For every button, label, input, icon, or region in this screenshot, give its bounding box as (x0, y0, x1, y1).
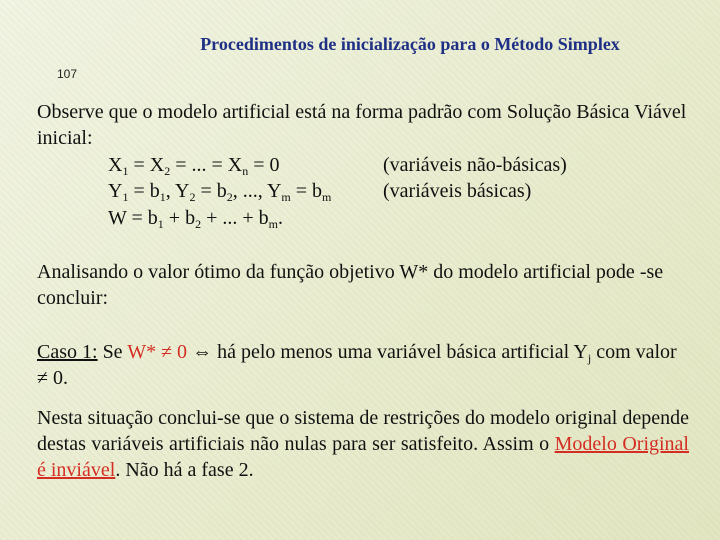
conclusion-paragraph: Nesta situação conclui-se que o sistema de restrições do modelo original depende destas variáveis artificiais não nulas para ser satisfeito. Assim o Modelo Original é inviável. Não há a fase 2. (37, 407, 689, 481)
note-basic: (variáveis básicas) (383, 180, 532, 202)
intro-paragraph: Observe que o modelo artificial está na forma padrão com Solução Básica Viável inicial: (37, 101, 687, 149)
analysis-paragraph: Analisando o valor ótimo da função objetivo W* do modelo artificial pode -se concluir: (37, 261, 664, 309)
equation-basic: $Y_1 = b_1$, $Y_2 = b_2$, ..., $Y_m = b_m$ (108, 180, 332, 204)
slide-number: 107 (57, 67, 78, 81)
infeasible-highlight: Modelo Original é inviável (37, 433, 689, 481)
note-nonbasic: (variáveis não-básicas) (383, 154, 567, 176)
case-condition: W* ≠ 0 (127, 341, 188, 363)
slide-title: Procedimentos de inicialização para o Método Simplex (200, 34, 620, 54)
equation-nonbasic: $X_1 = X_2$ = ... = $X_n = 0$ (108, 154, 280, 178)
case-paragraph: Caso 1: Se W* ≠ 0 ⇔ há pelo menos uma variável básica artificial $Y_j$ com valor ≠ 0. (37, 341, 677, 389)
equation-w: $W = b_1 + b_2$ + ... + $b_m$. (108, 207, 283, 231)
case-label: Caso 1: (37, 341, 98, 363)
